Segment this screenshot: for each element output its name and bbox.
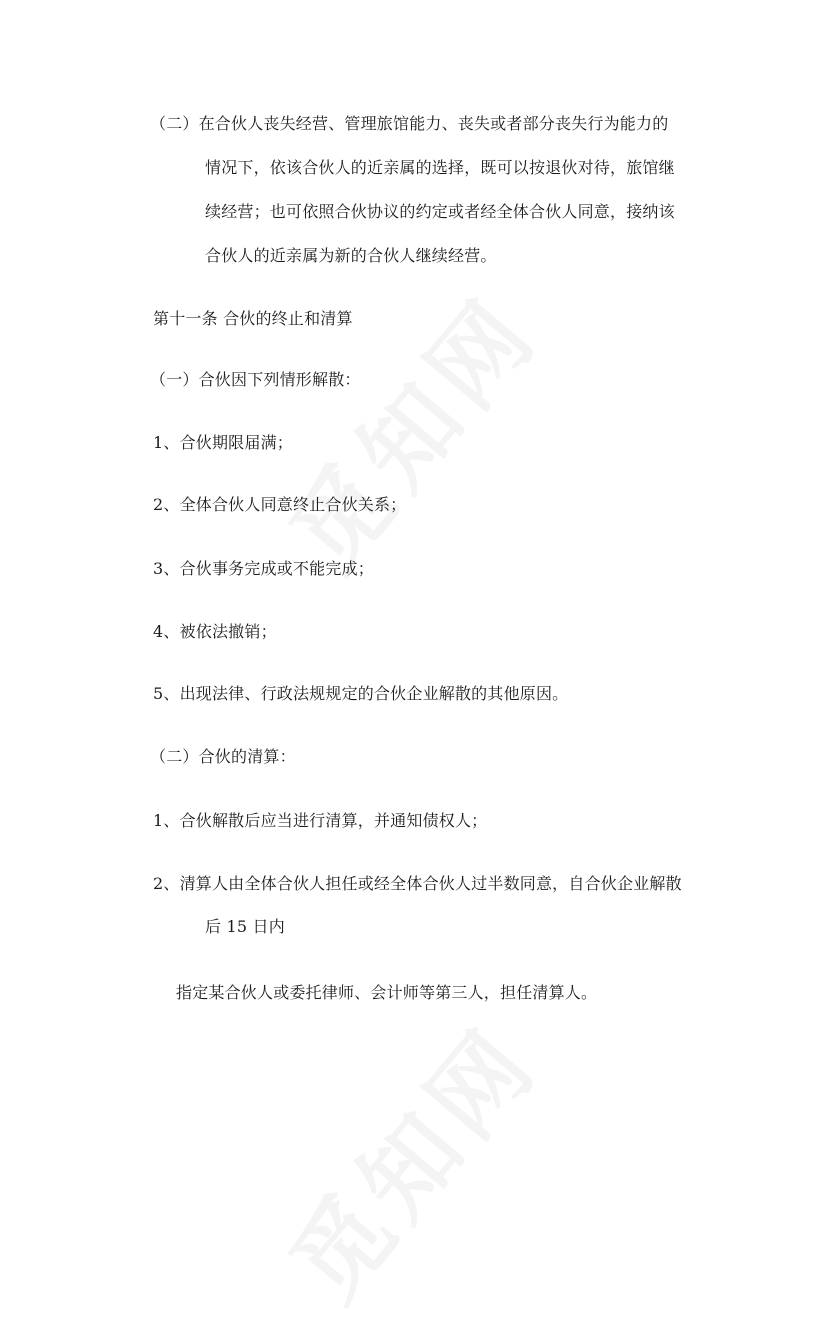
list-item: 3、合伙事务完成或不能完成；	[153, 559, 374, 578]
section-1-heading: （一）合伙因下列情形解散：	[150, 370, 361, 389]
clause-2-paragraph-line: 合伙人的近亲属为新的合伙人继续经营。	[205, 246, 497, 265]
list-item-continuation: 后 15 日内	[205, 917, 285, 936]
clause-2-paragraph-line: 情况下，依该合伙人的近亲属的选择，既可以按退伙对待，旅馆继	[205, 158, 675, 177]
watermark	[254, 993, 563, 1324]
section-2-heading: （二）合伙的清算：	[150, 747, 296, 766]
list-item: 2、全体合伙人同意终止合伙关系；	[153, 495, 407, 514]
paragraph: 指定某合伙人或委托律师、会计师等第三人，担任清算人。	[176, 983, 598, 1002]
list-item: 4、被依法撤销；	[153, 622, 277, 641]
clause-2-paragraph-line: 续经营；也可依照合伙协议的约定或者经全体合伙人同意，接纳该	[205, 202, 675, 221]
list-item: 1、合伙期限届满；	[153, 433, 293, 452]
clause-2-paragraph-line: （二）在合伙人丧失经营、管理旅馆能力、丧失或者部分丧失行为能力的	[150, 114, 669, 133]
list-item: 1、合伙解散后应当进行清算，并通知债权人；	[153, 811, 488, 830]
article-11-heading: 第十一条 合伙的终止和清算	[153, 309, 353, 328]
list-item: 2、清算人由全体合伙人担任或经全体合伙人过半数同意，自合伙企业解散	[153, 874, 682, 893]
list-item: 5、出现法律、行政法规规定的合伙企业解散的其他原因。	[153, 684, 569, 703]
